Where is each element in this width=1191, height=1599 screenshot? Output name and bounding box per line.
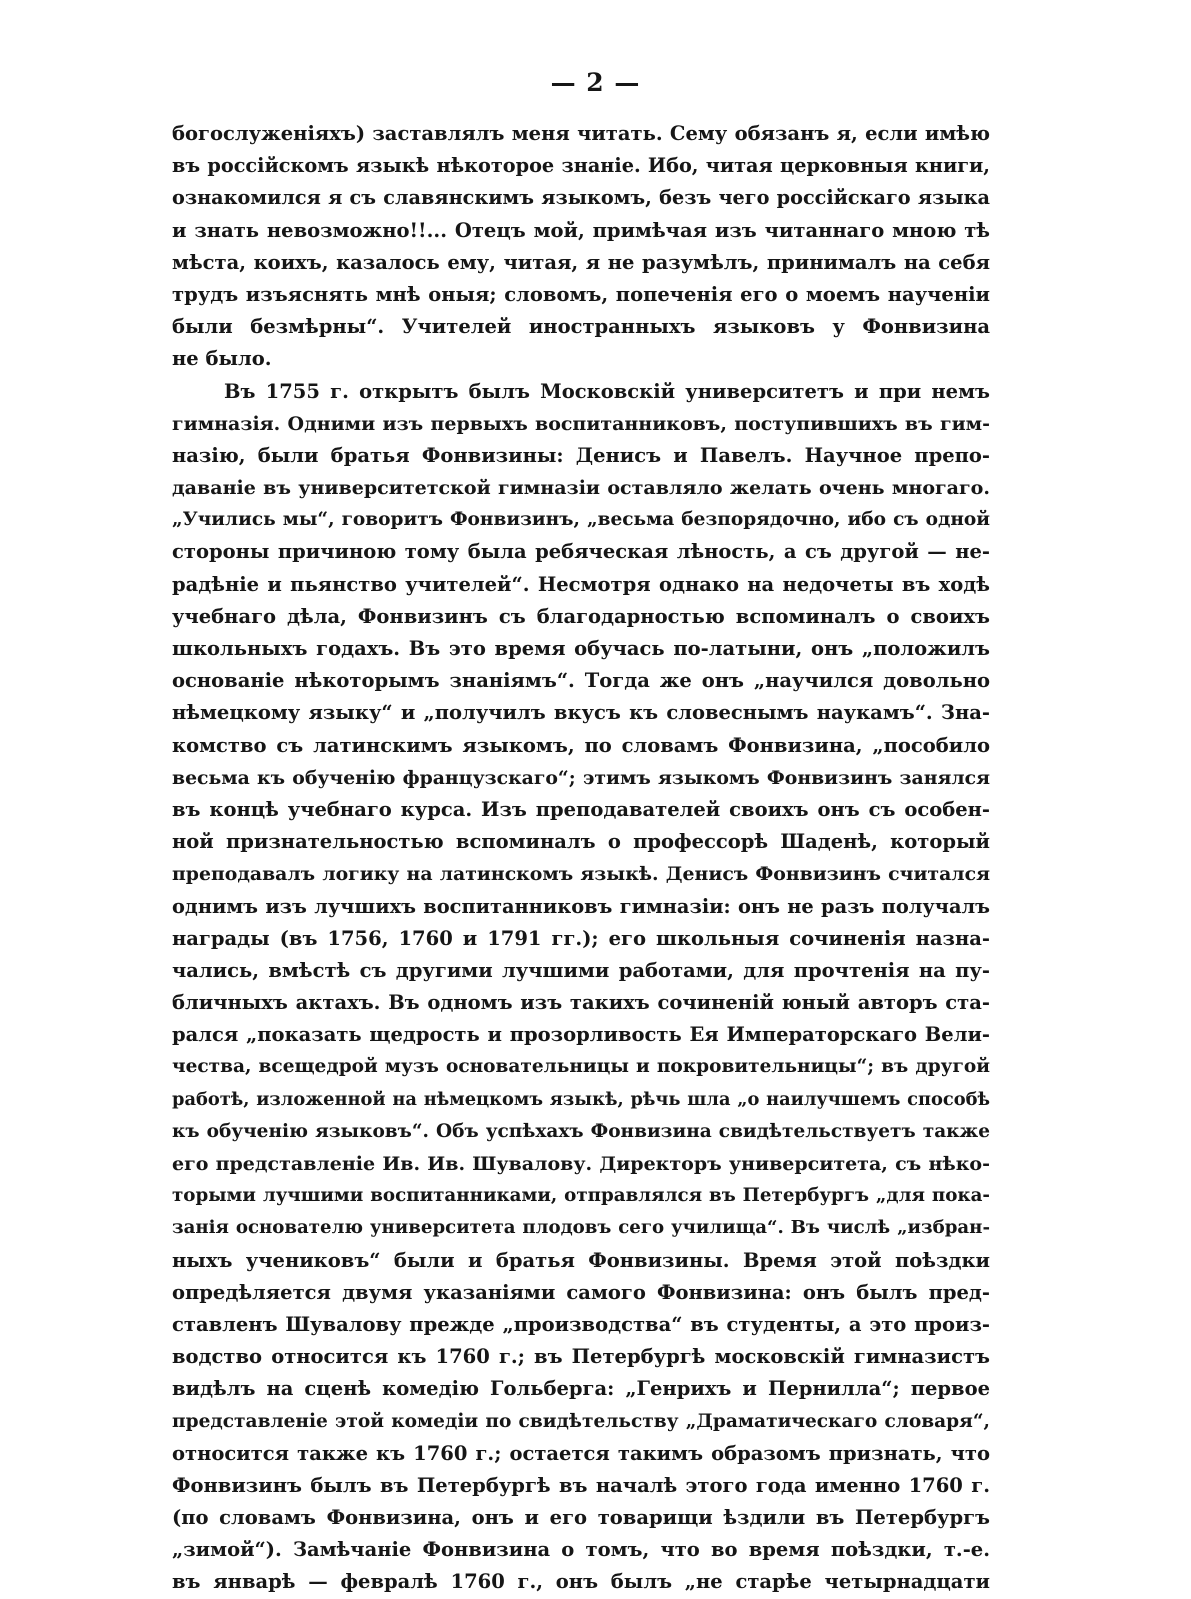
text-line: назію, были братья Фонвизины: Денисъ и Павелъ. Научное препо-	[172, 443, 990, 467]
text-line: чались, вмѣстѣ съ другими лучшими работами, для прочтенія на пу-	[172, 958, 990, 982]
text-line: школьныхъ годахъ. Въ это время обучась по-латыни, онъ „положилъ	[172, 637, 990, 660]
text-line: однимъ изъ лучшихъ воспитанниковъ гимназіи: онъ не разъ получалъ	[172, 894, 990, 918]
text-line: радѣніе и пьянство учителей“. Несмотря однако на недочеты въ ходѣ	[172, 572, 990, 596]
text-line: ставленъ Шувалову прежде „производства“ въ студенты, а это произ-	[172, 1312, 990, 1336]
text-line: нѣмецкому языку“ и „получилъ вкусъ къ словеснымъ наукамъ“. Зна-	[172, 701, 990, 725]
text-line: Фонвизинъ былъ въ Петербургѣ въ началѣ этого года именно 1760 г.	[172, 1473, 990, 1497]
text-line: „Учились мы“, говоритъ Фонвизинъ, „весьма безпорядочно, ибо съ одной	[172, 509, 990, 531]
text-line: „зимой“). Замѣчаніе Фонвизина о томъ, что во время поѣздки, т.-е.	[172, 1538, 990, 1562]
text-line: даваніе въ университетской гимназіи оставляло желать очень многаго.	[172, 477, 990, 500]
text-line: были безмѣрны“. Учителей иностранныхъ языковъ у Фонвизина	[172, 315, 990, 339]
text-line: мѣста, коихъ, казалось ему, читая, я не разумѣлъ, принималъ на себя	[172, 250, 990, 274]
text-line: не было.	[172, 347, 272, 371]
text-line: стороны причиною тому была ребяческая лѣность, а съ другой — не-	[172, 540, 990, 564]
text-line: ной признательностью вспоминалъ о профессорѣ Шаденѣ, который	[172, 830, 990, 854]
page-number: — 2 —	[550, 68, 641, 97]
paragraph-first-line: Въ 1755 г. открытъ былъ Московскій университетъ и при немъ	[224, 379, 990, 403]
text-line: торыми лучшими воспитанниками, отправлялся въ Петербургъ „для пока-	[172, 1185, 990, 1207]
text-line: бличныхъ актахъ. Въ одномъ изъ такихъ сочиненій юный авторъ ста-	[172, 991, 990, 1015]
text-line: относится также къ 1760 г.; остается такимъ образомъ признать, что	[172, 1441, 990, 1465]
text-line: занія основателю университета плодовъ сего училища“. Въ числѣ „избран-	[172, 1217, 990, 1239]
text-line: трудъ изъяснять мнѣ оныя; словомъ, попеченія его о моемъ наученіи	[172, 282, 990, 306]
text-line: чества, всещедрой музъ основательницы и покровительницы“; въ другой	[172, 1056, 990, 1078]
text-line: награды (въ 1756, 1760 и 1791 гг.); его школьныя сочиненія назна-	[172, 926, 990, 950]
text-line: опредѣляется двумя указаніями самого Фонвизина: онъ былъ пред-	[172, 1280, 990, 1304]
text-line: работѣ, изложенной на нѣмецкомъ языкѣ, рѣчь шла „о наилучшемъ способѣ	[172, 1088, 990, 1110]
text-line: въ концѣ учебнаго курса. Изъ преподавателей своихъ онъ съ особен-	[172, 797, 990, 821]
text-line: представленіе этой комедіи по свидѣтельству „Драматическаго словаря“,	[172, 1410, 990, 1432]
text-line: водство относится къ 1760 г.; въ Петербургѣ московскій гимназистъ	[172, 1345, 990, 1369]
text-line: ознакомился я съ славянскимъ языкомъ, безъ чего россійскаго языка	[172, 186, 990, 210]
text-line: въ россійскомъ языкѣ нѣкоторое знаніе. Ибо, читая церковныя книги,	[172, 154, 990, 178]
text-line: его представленіе Ив. Ив. Шувалову. Директоръ университета, съ нѣко-	[172, 1153, 990, 1175]
text-line: рался „показать щедрость и прозорливость Ея Императорскаго Вели-	[172, 1023, 990, 1047]
text-line: богослуженіяхъ) заставлялъ меня читать. Сему обязанъ я, если имѣю	[172, 122, 990, 145]
text-line: преподавалъ логику на латинскомъ языкѣ. Денисъ Фонвизинъ считался	[172, 863, 990, 886]
text-line: учебнаго дѣла, Фонвизинъ съ благодарностью вспоминалъ о своихъ	[172, 604, 990, 628]
text-line: ныхъ учениковъ“ были и братья Фонвизины. Время этой поѣздки	[172, 1248, 990, 1272]
text-line: видѣлъ на сценѣ комедію Гольберга: „Генрихъ и Пернилла“; первое	[172, 1377, 990, 1401]
text-line: въ январѣ — февралѣ 1760 г., онъ былъ „не старѣе четырнадцати	[172, 1570, 990, 1594]
text-line: гимназія. Одними изъ первыхъ воспитанниковъ, поступившихъ въ гим-	[172, 412, 990, 435]
text-line: къ обученію языковъ“. Объ успѣхахъ Фонвизина свидѣтельствуетъ также	[172, 1120, 990, 1142]
text-line: комство съ латинскимъ языкомъ, по словамъ Фонвизина, „пособило	[172, 733, 990, 757]
text-line: (по словамъ Фонвизина, онъ и его товарищи ѣздили въ Петербургъ	[172, 1506, 990, 1530]
text-line: и знать невозможно!!... Отецъ мой, примѣчая изъ читаннаго мною тѣ	[172, 218, 990, 242]
body-text	[172, 118, 990, 1599]
text-line: основаніе нѣкоторымъ знаніямъ“. Тогда же онъ „научился довольно	[172, 669, 990, 693]
text-line: весьма къ обученію французскаго“; этимъ языкомъ Фонвизинъ занялся	[172, 766, 990, 789]
